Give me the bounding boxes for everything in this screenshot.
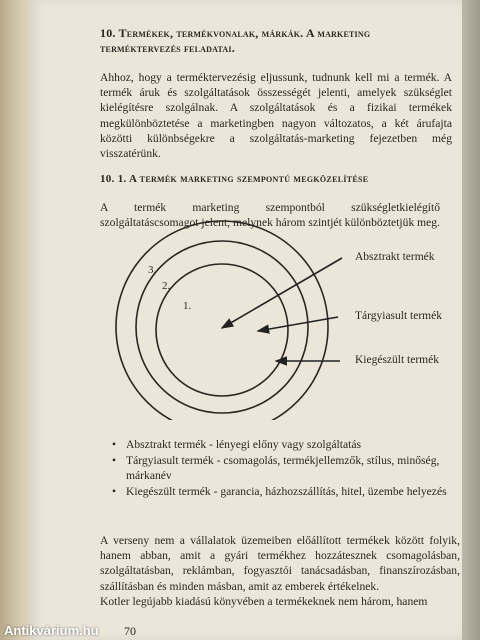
level-label-2: 2. <box>162 280 171 292</box>
diagram-label-kiegeszult: Kiegészült termék <box>355 354 439 366</box>
level-label-3: 3. <box>148 264 157 276</box>
watermark: Antikvárium.hu <box>4 623 99 638</box>
product-level-list <box>112 437 452 500</box>
bullet-icon: • <box>112 454 117 467</box>
bullet-icon: • <box>112 485 117 498</box>
bullet-icon: • <box>112 438 117 451</box>
subsection-paragraph: A termék marketing szempontból szükségletkielégítő szolgáltatáscsomagot jelent, melynek három szintjét különböztetjük meg. <box>100 201 440 230</box>
intro-paragraph: Ahhoz, hogy a terméktervezésig eljussunk, tudnunk kell mi a termék. A termék áruk és szolgáltatások összességét jelenti, amelyek szükséglet kielégítésre szolgálnak. A szolgáltatások és a fizikai termékek megkülönböztetése a marketingben nagyon változatos, a két árufajta közötti különbségekre a szolgáltatás-marketing fejezetben még visszatérünk. <box>100 71 452 161</box>
outer-circle <box>116 221 328 420</box>
diagram-label-targyiasult: Tárgyiasult termék <box>355 310 442 322</box>
list-item: • Tárgyiasult termék - csomagolás, termékjellemzők, stílus, minőség, márkanév <box>112 454 440 482</box>
list-item: • Absztrakt termék - lényegi előny vagy szolgáltatás <box>112 438 362 451</box>
section-heading: 10. Termékek, termékvonalak, márkák. A marketing terméktervezés feladatai. <box>100 26 371 55</box>
closing-paragraph: A verseny nem a vállalatok üzemeiben előállított termékek között folyik, hanem abban, amit a gyári termékhez hozzátesznek csomagolásban, szolgáltatásban, reklámban, fogyasztói tanácsadásban, finanszírozásban, szállításban és minden másban, amit az emberek értékelnek. Kotler legújabb kiadású könyvében a termékeknek nem három, hanem <box>100 534 460 608</box>
page-number: 70 <box>124 624 136 638</box>
list-item: • Kiegészült termék - garancia, házhozszállítás, hitel, üzembe helyezés <box>112 485 447 498</box>
diagram-label-absztrakt: Absztrakt termék <box>355 251 435 263</box>
subsection-heading: 10. 1. A termék marketing szempontú megközelítése <box>100 173 369 185</box>
level-label-1: 1. <box>183 300 192 312</box>
arrow-absztrakt <box>222 258 342 328</box>
arrow-targyiasult <box>258 317 338 331</box>
